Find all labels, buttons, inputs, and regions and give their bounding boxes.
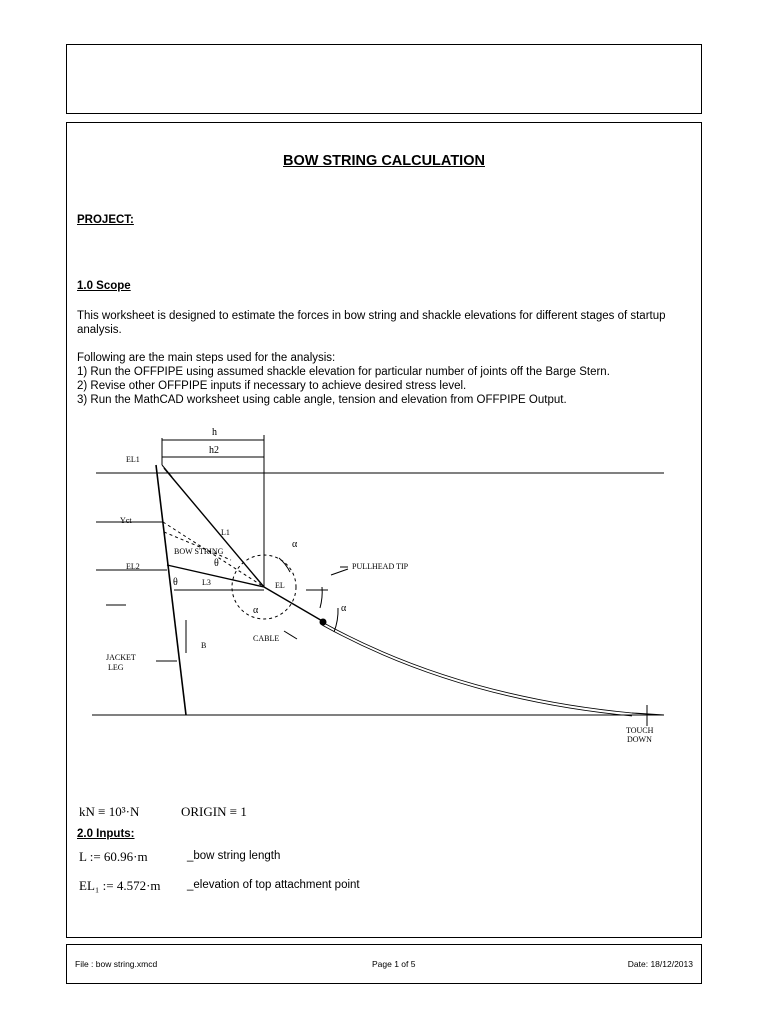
input-expression: L := 60.96·m [79,849,148,864]
label-alpha: α [253,605,259,616]
input-comment: _elevation of top attachment point [187,879,360,891]
header-box [66,44,702,114]
label-touch: TOUCH [626,726,654,735]
label-el2: EL2 [126,562,140,571]
label-el1: EL1 [126,455,140,464]
label-h2: h2 [209,445,219,456]
step-item: 2) Revise other OFFPIPE inputs if necessary to achieve desired stress level. [77,380,467,392]
label-theta: θ [214,558,219,569]
label-l3: L3 [202,578,211,587]
label-jacket: JACKET [106,653,136,662]
label-l1: L1 [221,528,230,537]
label-alpha: α [292,539,298,550]
cable [264,587,324,622]
page-title: BOW STRING CALCULATION [283,153,485,169]
label-yct: Yct [120,516,132,525]
label-h: h [212,427,217,438]
footer-date: Date: 18/12/2013 [627,959,693,969]
bow-string-upper [164,468,264,587]
label-down: DOWN [627,735,652,744]
scope-paragraph: This worksheet is designed to estimate the forces in bow string and shackle elevations for different stages of startup analysis. [77,310,666,336]
label-leg: LEG [108,663,124,672]
bow-string-diagram [66,415,702,755]
label-pullhead-tip: PULLHEAD TIP [352,562,409,571]
origin-definition: ORIGIN ≡ 1 [181,804,247,819]
label-alpha: α [341,603,347,614]
input-expression: EL₁ := 4.572·m [79,878,161,893]
step-item: 3) Run the MathCAD worksheet using cable angle, tension and elevation from OFFPIPE Output. [77,394,567,406]
pullhead-marker [320,619,327,626]
footer [66,944,702,984]
inputs-heading: 2.0 Inputs: [77,828,135,840]
step-item: 1) Run the OFFPIPE using assumed shackle elevation for particular number of joints off the Barge Stern. [77,366,610,378]
label-el: EL [275,581,285,590]
footer-page: Page 1 of 5 [372,959,416,969]
footer-file: File : bow string.xmcd [75,959,158,969]
label-b: B [201,641,207,650]
label-bow-string: BOW STRING [174,547,224,556]
kn-definition: kN ≡ 10³·N [79,804,140,819]
scope-heading: 1.0 Scope [77,280,131,292]
label-cable: CABLE [253,634,280,643]
input-comment: _bow string length [187,850,281,862]
steps-list: Following are the main steps used for the analysis: 1) Run the OFFPIPE using assumed shackle elevation for particular number of joints off the Barge Stern. 2) Revise other OFFPIPE inputs if necessary to achieve desired stress level. 3) Run the MathCAD worksheet using cable angle, tension and elevation from OFFPIPE Output. [77,352,610,406]
label-theta: θ [173,577,178,588]
pipeline [322,622,632,713]
project-label: PROJECT: [77,214,134,226]
